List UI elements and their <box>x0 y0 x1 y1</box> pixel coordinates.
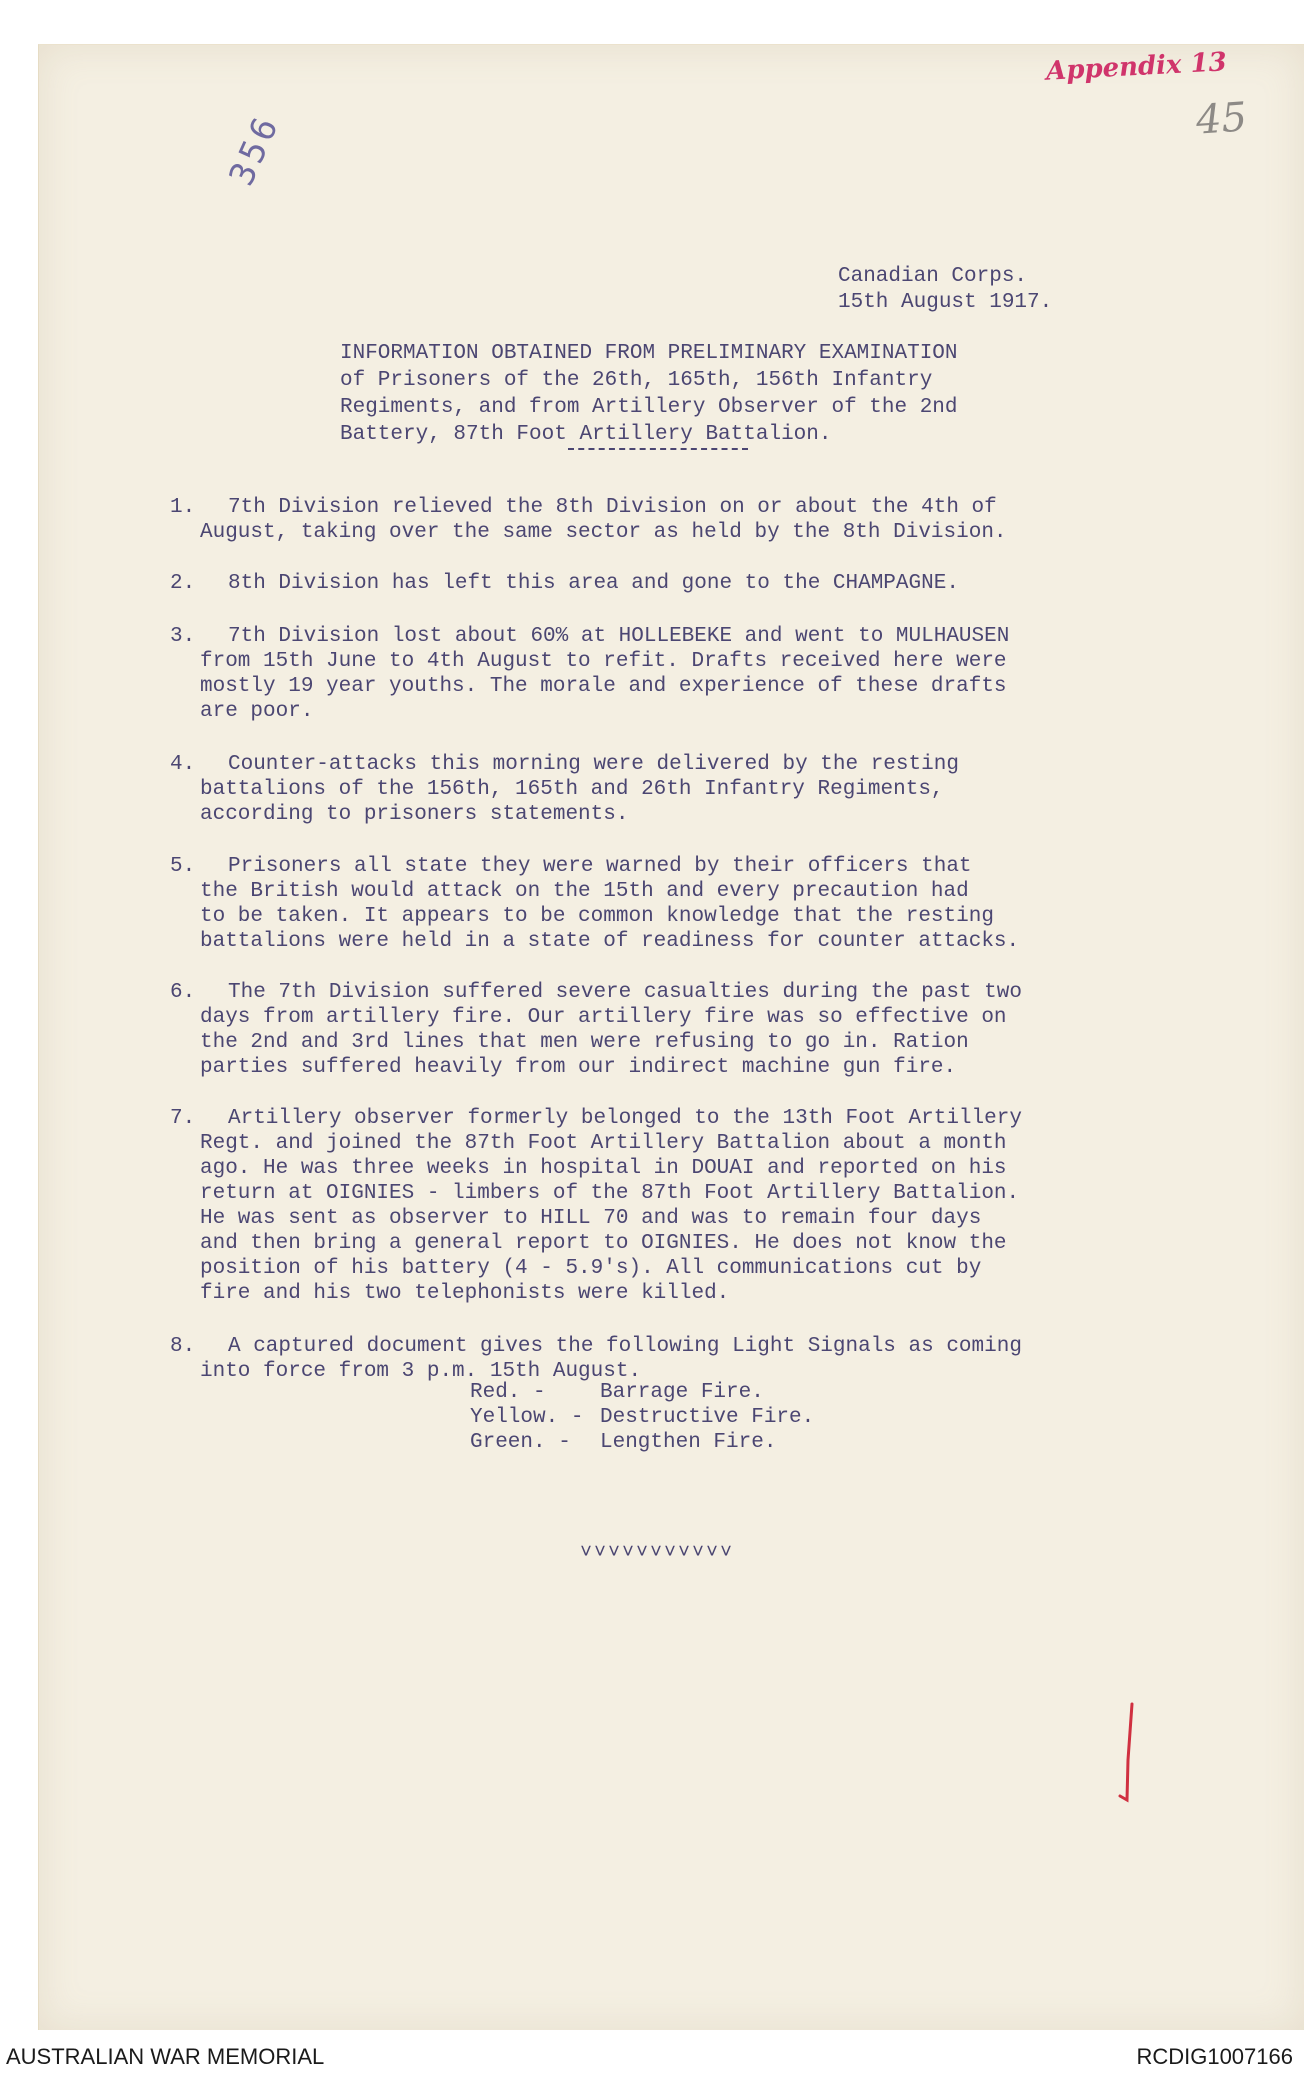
paragraph-number: 2. <box>170 572 196 595</box>
paragraph-number: 5. <box>170 855 196 878</box>
paragraph-first-line: Prisoners all state they were warned by their officers that <box>228 855 972 878</box>
title-line-3: Regiments, and from Artillery Observer of the 2nd <box>340 396 958 419</box>
signal-meaning: Destructive Fire. <box>600 1406 815 1429</box>
paragraph-number: 8. <box>170 1335 196 1358</box>
paragraph-number: 6. <box>170 981 196 1004</box>
paragraph-7 <box>170 1106 1220 1306</box>
header-date: 15th August 1917. <box>838 291 1053 314</box>
paragraph-first-line: A captured document gives the following Light Signals as coming <box>228 1335 1022 1358</box>
footer-institution: AUSTRALIAN WAR MEMORIAL <box>6 2044 325 2069</box>
paragraph-first-line: 8th Division has left this area and gone to the CHAMPAGNE. <box>228 572 959 595</box>
paragraph-number: 4. <box>170 753 196 776</box>
title-line-4: Battery, 87th Foot Artillery Battalion. <box>340 423 832 446</box>
header-org: Canadian Corps. <box>838 265 1028 288</box>
folio-number: 45 <box>1194 94 1249 144</box>
end-of-document-marks: ˅˅˅˅˅˅˅˅˅˅˅ <box>580 1542 735 1565</box>
signal-color: Green. - <box>470 1431 571 1454</box>
stamped-number: 356 <box>221 108 288 192</box>
paragraph-first-line: Counter-attacks this morning were delivered by the resting <box>228 753 959 776</box>
paragraph-5 <box>170 854 1220 954</box>
document-title <box>340 340 1160 448</box>
paragraph-body: the British would attack on the 15th and every precaution had to be taken. It appears to be common knowledge that the resting battalions were held in a state of readiness for counter attacks. <box>200 880 1020 953</box>
signal-color: Red. - <box>470 1381 546 1404</box>
title-divider <box>568 448 748 450</box>
paragraph-number: 3. <box>170 625 196 648</box>
paragraph-2 <box>170 571 1220 596</box>
document-header <box>838 264 1052 316</box>
paragraph-body: August, taking over the same sector as held by the 8th Division. <box>200 521 1007 544</box>
red-tick-mark-icon <box>1110 1700 1150 1810</box>
paragraph-first-line: 7th Division lost about 60% at HOLLEBEKE and went to MULHAUSEN <box>228 625 1010 648</box>
footer-record-id: RCDIG1007166 <box>1136 2044 1293 2069</box>
title-line-2: of Prisoners of the 26th, 165th, 156th Infantry <box>340 369 933 392</box>
paragraph-body: Regt. and joined the 87th Foot Artillery Battalion about a month ago. He was three weeks in hospital in DOUAI and reported on his return at OIGNIES - limbers of the 87th Foot Artillery Battalion. He was sent as observer to HILL 70 and was to remain four days and then bring a general report to OIGNIES. He does not know the position of his battery (4 - 5.9's). All communications cut by fire and his two telephonists were killed. <box>200 1132 1020 1305</box>
paragraph-number: 1. <box>170 496 196 519</box>
appendix-annotation: Appendix 13 <box>1045 47 1228 87</box>
paragraph-6 <box>170 980 1220 1080</box>
signal-row <box>470 1405 814 1430</box>
paragraph-3 <box>170 624 1220 724</box>
paragraph-body: into force from 3 p.m. 15th August. <box>200 1360 642 1383</box>
paragraph-body: battalions of the 156th, 165th and 26th Infantry Regiments, according to prisoners statements. <box>200 778 944 826</box>
paragraph-body: from 15th June to 4th August to refit. Drafts received here were mostly 19 year youths. The morale and experience of these drafts are poor. <box>200 650 1007 723</box>
paragraph-first-line: The 7th Division suffered severe casualties during the past two <box>228 981 1022 1004</box>
paragraph-4 <box>170 752 1220 827</box>
paragraph-number: 7. <box>170 1107 196 1130</box>
paragraph-first-line: Artillery observer formerly belonged to the 13th Foot Artillery <box>228 1107 1022 1130</box>
title-line-1: INFORMATION OBTAINED FROM PRELIMINARY EXAMINATION <box>340 342 958 365</box>
paragraph-body: days from artillery fire. Our artillery fire was so effective on the 2nd and 3rd lines that men were refusing to go in. Ration parties suffered heavily from our indirect machine gun fire. <box>200 1006 1007 1079</box>
signal-meaning: Lengthen Fire. <box>600 1431 777 1454</box>
signal-color: Yellow. - <box>470 1406 584 1429</box>
signal-row <box>470 1380 814 1405</box>
paragraph-first-line: 7th Division relieved the 8th Division on or about the 4th of <box>228 496 997 519</box>
paragraph-1 <box>170 495 1220 545</box>
light-signals-table <box>470 1380 814 1455</box>
signal-meaning: Barrage Fire. <box>600 1381 764 1404</box>
paragraph-8 <box>170 1334 1220 1384</box>
signal-row <box>470 1430 814 1455</box>
